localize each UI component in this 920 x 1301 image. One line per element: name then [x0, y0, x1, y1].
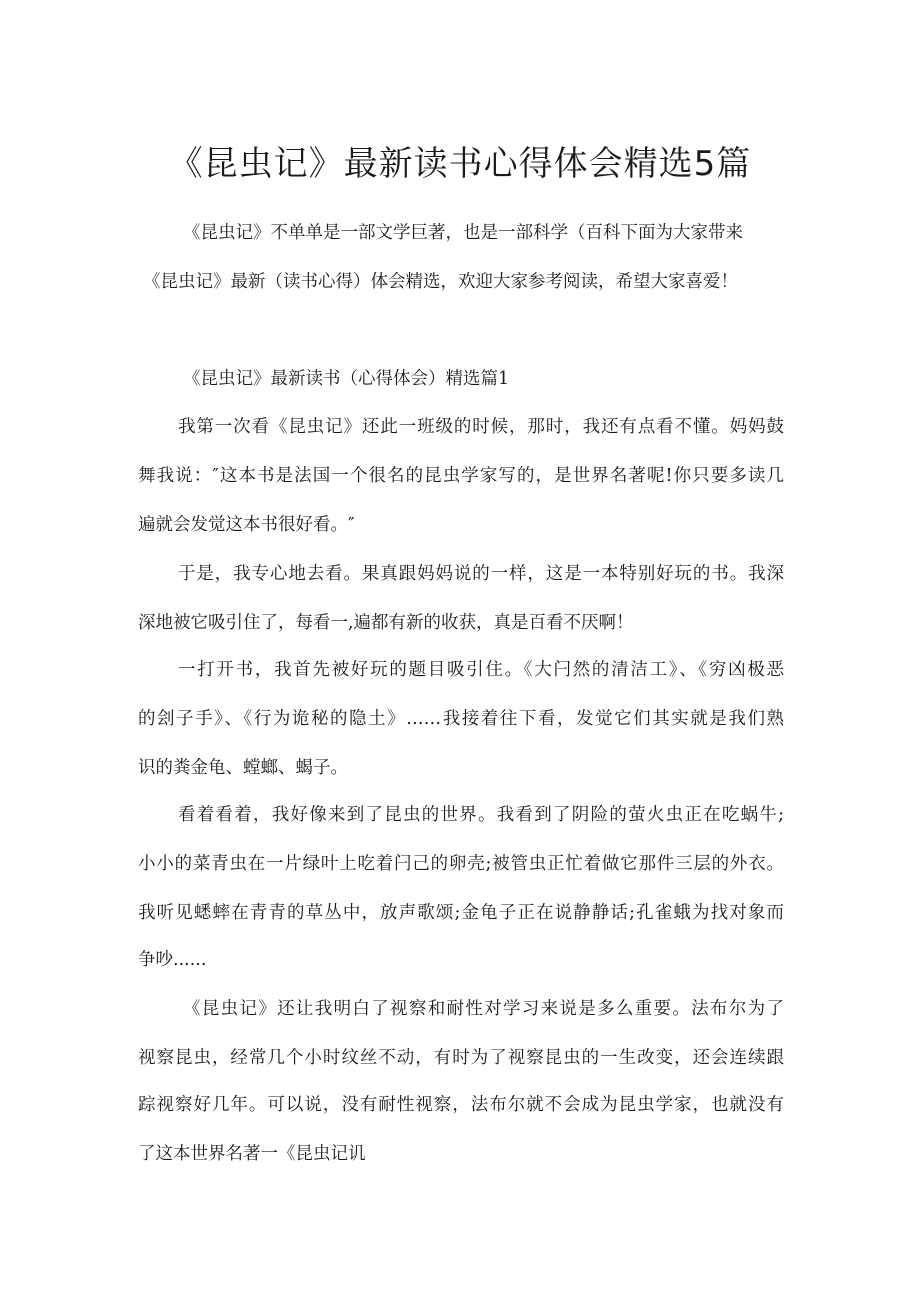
text-line: 舞我说：″这本书是法国一个很名的昆虫学家写的，是世界名著呢!你只要多读几 — [138, 466, 784, 486]
text-line: 识的粪金龟、螳螂、蝎子。 — [138, 758, 348, 778]
text-line: 的刽子手》、《行为诡秘的隐土》……我接着往下看，发觉它们其实就是我们熟 — [138, 709, 784, 729]
text-line: 争吵...... — [138, 950, 207, 970]
text-line: 视察昆虫，经常几个小时纹丝不动，有时为了视察昆虫的一生改变，还会连续跟 — [138, 1048, 784, 1068]
text-line: 踪视察好几年。可以说，没有耐性视察，法布尔就不会成为昆虫学家，也就没有 — [138, 1095, 784, 1115]
text-line: 《昆虫记》最新（读书心得）体会精选，欢迎大家参考阅读，希望大家喜爱！ — [143, 272, 738, 292]
section-heading: 《昆虫记》最新读书（心得体会）精选篇1 — [183, 369, 510, 389]
text-line: 《昆虫记》还让我明白了视察和耐性对学习来说是多么重要。法布尔为了 — [183, 999, 784, 1019]
document-title: 《昆虫记》最新读书心得体会精选5篇 — [168, 144, 752, 184]
text-line: 我第一次看《昆虫记》还此一班级的时候，那时，我还有点看不懂。妈妈鼓 — [178, 417, 784, 437]
text-line: 深地被它吸引住了，每看一,遍都有新的收获，真是百看不厌啊！ — [138, 613, 634, 633]
text-line: 我听见蟋蟀在青青的草丛中，放声歌颂;金龟子正在说静静话;孔雀蛾为找对象而 — [138, 903, 784, 923]
text-line: 小小的菜青虫在一片绿叶上吃着闩己的卵壳;被管虫正忙着做它那件三层的外衣。 — [138, 854, 784, 874]
text-line: 遍就会发觉这本书很好看。″ — [138, 515, 355, 535]
text-line: 了这本世界名著一《昆虫记讥 — [138, 1144, 366, 1164]
text-line: 看着看着，我好像来到了昆虫的世界。我看到了阴险的萤火虫正在吃蜗牛; — [178, 805, 784, 825]
text-line: 于是，我专心地去看。果真跟妈妈说的一样，这是一本特别好玩的书。我深 — [178, 564, 784, 584]
text-line: 《昆虫记》不单单是一部文学巨著，也是一部科学（百科下面为大家带来 — [183, 223, 743, 243]
text-line: 一打开书，我首先被好玩的题目吸引住。《大闩然的清洁工》、《穷凶极恶 — [178, 660, 784, 680]
